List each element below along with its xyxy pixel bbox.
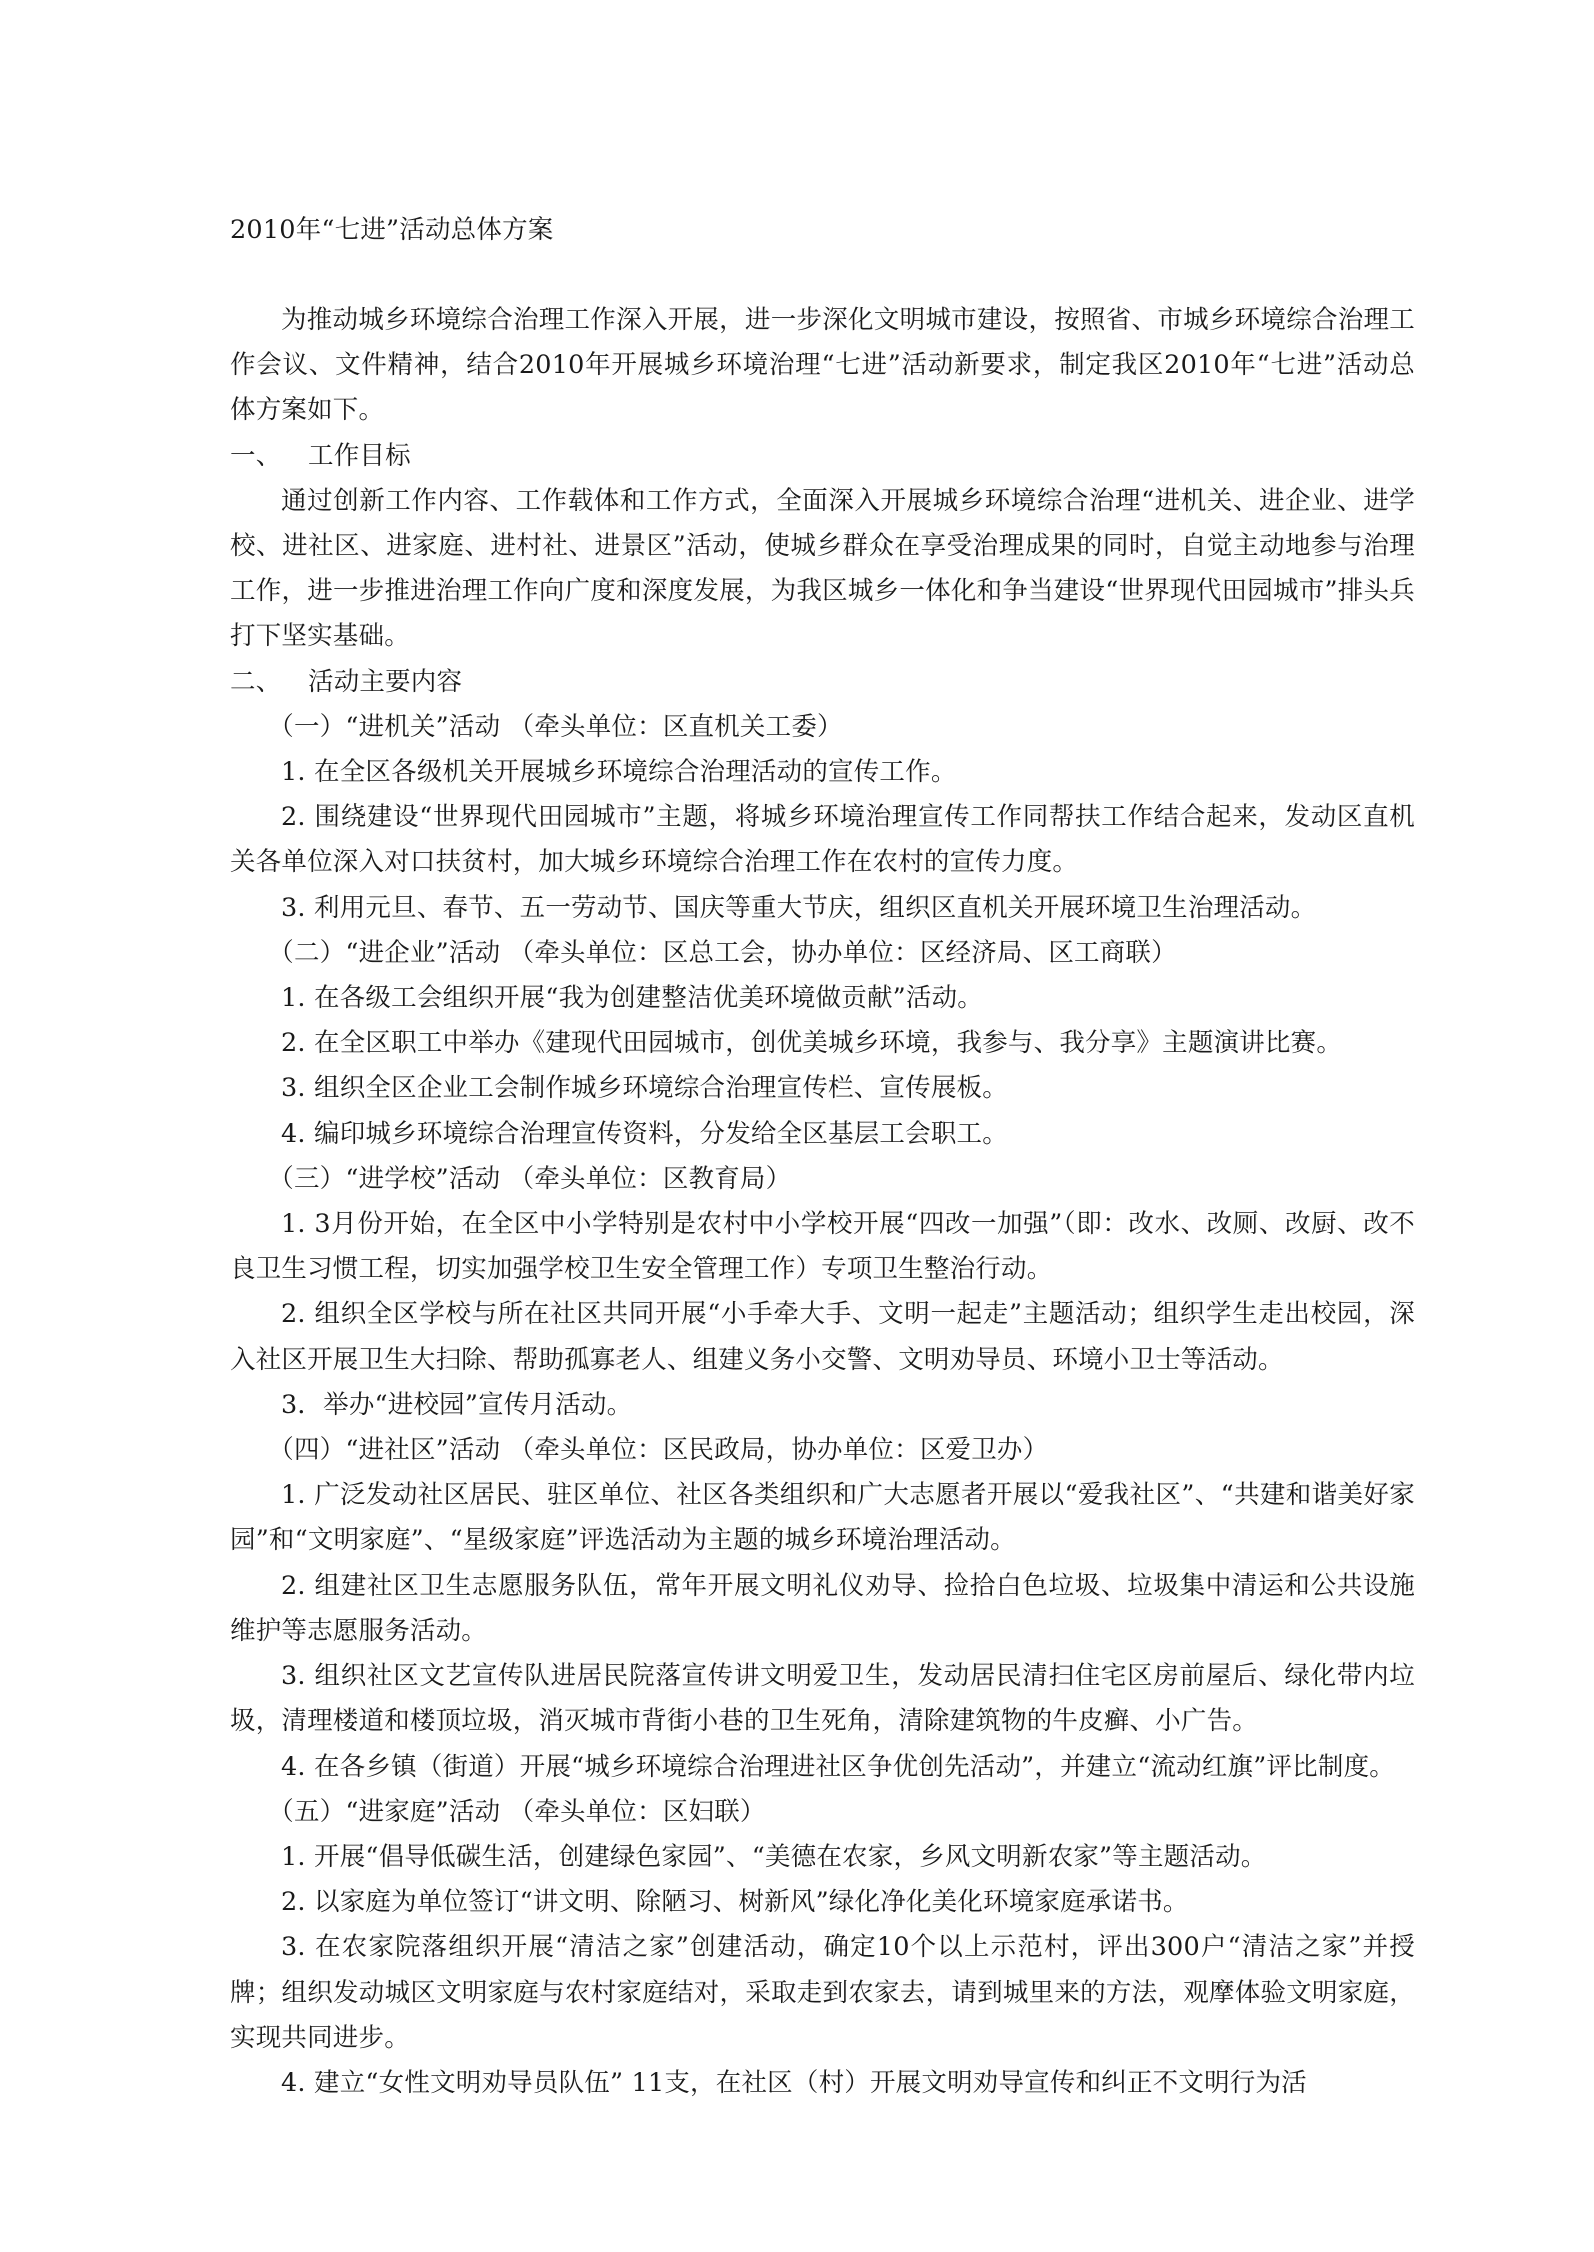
- subsection-shequ-heading: （四）“进社区”活动 （牵头单位：区民政局，协办单位：区爱卫办）: [268, 1435, 1049, 1466]
- list-item: 4. 建立“女性文明劝导员队伍” 11支，在社区（村）开展文明劝导宣传和纠正不文明行为活: [281, 2067, 1307, 2098]
- title-spacer: [230, 253, 1415, 298]
- list-item: 2. 组建社区卫生志愿服务队伍，常年开展文明礼仪劝导、捡拾白色垃圾、垃圾集中清运和公共设施维护等志愿服务活动。: [230, 1570, 1415, 1646]
- list-item: 2. 以家庭为单位签订“讲文明、除陋习、树新风”绿化净化美化环境家庭承诺书。: [281, 1887, 1189, 1918]
- list-item: 3．举办“进校园”宣传月活动。: [281, 1389, 633, 1420]
- list-item: 3. 在农家院落组织开展“清洁之家”创建活动，确定10个以上示范村，评出300户“清洁之家”并授牌；组织发动城区文明家庭与农村家庭结对，采取走到农家去，请到城里来的方法，观摩体验文明家庭，实现共同进步。: [230, 1932, 1415, 2053]
- list-item: 3. 组织全区企业工会制作城乡环境综合治理宣传栏、宣传展板。: [281, 1073, 1008, 1104]
- list-item: 4. 编印城乡环境综合治理宣传资料，分发给全区基层工会职工。: [281, 1118, 1008, 1149]
- list-item: 2. 在全区职工中举办《建现代田园城市，创优美城乡环境，我参与、我分享》主题演讲比赛。: [281, 1028, 1343, 1059]
- document-page: [230, 208, 1415, 2106]
- section-2-title: 活动主要内容: [308, 666, 463, 697]
- subsection-qiye-heading: （二）“进企业”活动 （牵头单位：区总工会，协办单位：区经济局、区工商联）: [268, 937, 1177, 968]
- list-item: 1. 在各级工会组织开展“我为创建整洁优美环境做贡献”活动。: [281, 983, 984, 1014]
- section-1-heading: [230, 434, 1415, 479]
- section-1-title: 工作目标: [308, 440, 411, 471]
- section-1-body: 通过创新工作内容、工作载体和工作方式，全面深入开展城乡环境综合治理“进机关、进企业、进学校、进社区、进家庭、进村社、进景区”活动，使城乡群众在享受治理成果的同时，自觉主动地参与治理工作，进一步推进治理工作向广度和深度发展，为我区城乡一体化和争当建设“世界现代田园城市”排头兵打下坚实基础。: [230, 485, 1415, 652]
- list-item: 2. 围绕建设“世界现代田园城市”主题，将城乡环境治理宣传工作同帮扶工作结合起来，发动区直机关各单位深入对口扶贫村，加大城乡环境综合治理工作在农村的宣传力度。: [230, 802, 1415, 878]
- intro-paragraph: 为推动城乡环境综合治理工作深入开展，进一步深化文明城市建设，按照省、市城乡环境综合治理工作会议、文件精神，结合2010年开展城乡环境治理“七进”活动新要求，制定我区2010年“七进”活动总体方案如下。: [230, 305, 1415, 426]
- subsection-xuexiao-heading: （三）“进学校”活动 （牵头单位：区教育局）: [268, 1163, 792, 1194]
- section-2-heading: [230, 660, 1415, 705]
- section-1-number: 一、: [230, 440, 282, 471]
- section-2-number: 二、: [230, 666, 282, 697]
- list-item: 3. 组织社区文艺宣传队进居民院落宣传讲文明爱卫生，发动居民清扫住宅区房前屋后、绿化带内垃圾，清理楼道和楼顶垃圾，消灭城市背街小巷的卫生死角，清除建筑物的牛皮癣、小广告。: [230, 1661, 1415, 1737]
- list-item: 1. 3月份开始，在全区中小学特别是农村中小学校开展“四改一加强”（即：改水、改厕、改厨、改不良卫生习惯工程，切实加强学校卫生安全管理工作）专项卫生整治行动。: [230, 1209, 1415, 1285]
- document-title: 2010年“七进”活动总体方案: [230, 215, 554, 245]
- list-item: 1. 广泛发动社区居民、驻区单位、社区各类组织和广大志愿者开展以“爱我社区”、“共建和谐美好家园”和“文明家庭”、“星级家庭”评选活动为主题的城乡环境治理活动。: [230, 1480, 1415, 1556]
- list-item: 3. 利用元旦、春节、五一劳动节、国庆等重大节庆，组织区直机关开展环境卫生治理活动。: [281, 892, 1317, 923]
- subsection-jiating-heading: （五）“进家庭”活动 （牵头单位：区妇联）: [268, 1796, 766, 1827]
- list-item: 1. 开展“倡导低碳生活，创建绿色家园”、“美德在农家，乡风文明新农家”等主题活动。: [281, 1841, 1267, 1872]
- subsection-jiguan-heading: （一）“进机关”活动 （牵头单位：区直机关工委）: [268, 711, 843, 742]
- list-item: 2. 组织全区学校与所在社区共同开展“小手牵大手、文明一起走”主题活动；组织学生走出校园，深入社区开展卫生大扫除、帮助孤寡老人、组建义务小交警、文明劝导员、环境小卫士等活动。: [230, 1299, 1415, 1375]
- list-item: 4. 在各乡镇（街道）开展“城乡环境综合治理进社区争优创先活动”，并建立“流动红旗”评比制度。: [281, 1751, 1395, 1782]
- list-item: 1. 在全区各级机关开展城乡环境综合治理活动的宣传工作。: [281, 757, 957, 788]
